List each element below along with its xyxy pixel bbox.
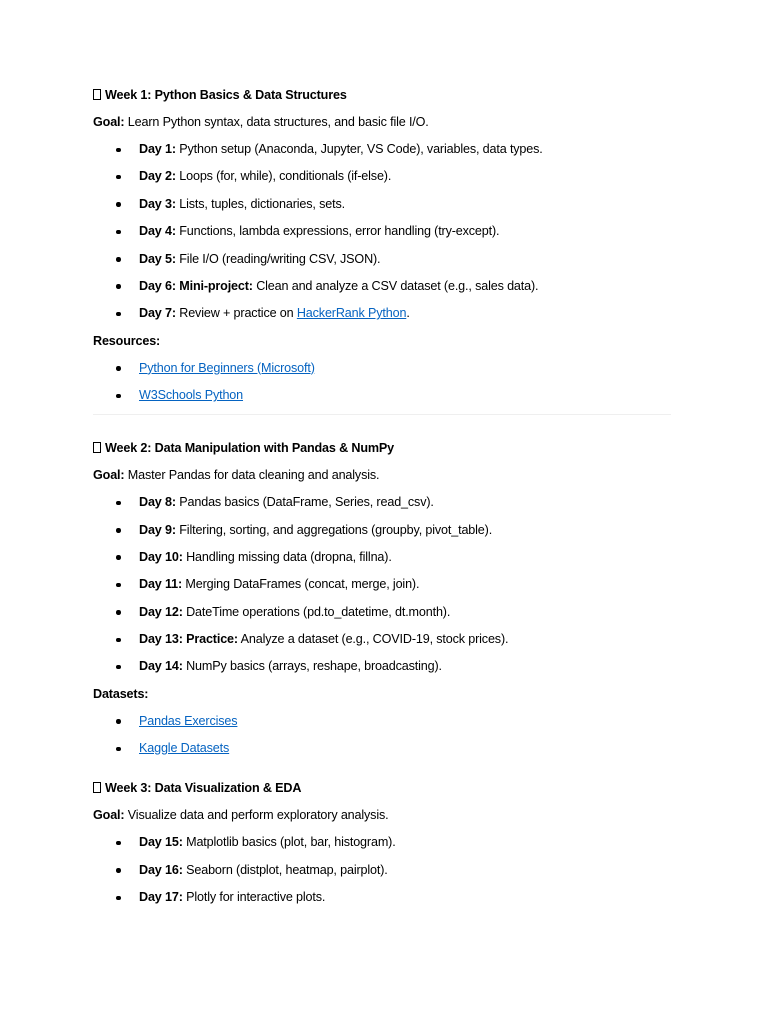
day-text: Analyze a dataset (e.g., COVID-19, stock prices). <box>237 632 509 647</box>
hackerrank-python-link[interactable]: HackerRank Python <box>296 306 407 321</box>
document-page <box>93 87 673 916</box>
day-label: Day 4: <box>139 224 176 239</box>
day-label: Day 9: <box>139 522 176 537</box>
day-label: Day 6: Mini-project: <box>139 278 253 293</box>
goal-text: Visualize data and perform exploratory analysis. <box>124 808 389 823</box>
week-3-day-list <box>93 834 673 906</box>
week-3-section <box>93 780 673 906</box>
day-label: Day 1: <box>139 142 176 156</box>
pandas-exercises-link[interactable]: Pandas Exercises <box>139 713 238 728</box>
missing-glyph-icon <box>93 442 101 453</box>
day-text: Review + practice on <box>175 306 297 321</box>
goal-label: Goal: <box>93 808 125 823</box>
day-text-end: . <box>406 306 410 321</box>
day-label: Day 8: <box>139 495 176 510</box>
day-10-item <box>93 549 673 566</box>
week-2-section <box>93 440 673 780</box>
section-spacer <box>93 757 673 780</box>
day-12-item <box>93 604 673 621</box>
week-1-goal <box>93 114 673 131</box>
day-text: Merging DataFrames (concat, merge, join). <box>182 577 420 592</box>
day-text: Plotly for interactive plots. <box>182 890 326 905</box>
dataset-item <box>93 740 673 757</box>
day-label: Day 17: <box>139 890 183 905</box>
goal-text: Learn Python syntax, data structures, and basic file I/O. <box>124 115 429 129</box>
missing-glyph-icon <box>93 782 101 793</box>
day-text: DateTime operations (pd.to_datetime, dt.month). <box>182 604 451 619</box>
day-1-item <box>93 141 673 158</box>
python-for-beginners-link[interactable]: Python for Beginners (Microsoft) <box>139 360 315 375</box>
day-text: Lists, tuples, dictionaries, sets. <box>175 196 345 211</box>
day-text: Python setup (Anaconda, Jupyter, VS Code), variables, data types. <box>175 142 543 156</box>
goal-text: Master Pandas for data cleaning and analysis. <box>124 468 380 483</box>
day-4-item <box>93 223 673 240</box>
resources-list <box>93 360 673 404</box>
day-label: Day 5: <box>139 251 176 266</box>
day-text: Handling missing data (dropna, fillna). <box>182 549 392 564</box>
day-label: Day 11: <box>139 577 183 592</box>
week-1-section <box>93 87 673 415</box>
week-1-heading <box>93 87 673 104</box>
week-3-heading-text: Week 3: Data Visualization & EDA <box>105 781 302 796</box>
goal-label: Goal: <box>93 115 125 129</box>
day-label: Day 2: <box>139 169 176 184</box>
day-14-item <box>93 658 673 675</box>
day-text: Clean and analyze a CSV dataset (e.g., sales data). <box>252 278 539 293</box>
goal-label: Goal: <box>93 468 125 483</box>
day-6-item <box>93 278 673 295</box>
day-text: Loops (for, while), conditionals (if-else). <box>175 169 392 184</box>
day-label: Day 12: <box>139 604 183 619</box>
day-label: Day 15: <box>139 835 183 850</box>
day-5-item <box>93 251 673 268</box>
week-2-goal <box>93 467 673 484</box>
kaggle-datasets-link[interactable]: Kaggle Datasets <box>139 741 230 756</box>
day-text: NumPy basics (arrays, reshape, broadcasting). <box>182 659 442 674</box>
day-text: File I/O (reading/writing CSV, JSON). <box>175 251 381 266</box>
week-3-goal <box>93 807 673 824</box>
day-label: Day 3: <box>139 196 176 211</box>
day-7-item <box>93 305 673 322</box>
day-text: Seaborn (distplot, heatmap, pairplot). <box>182 862 388 877</box>
resources-label: Resources: <box>93 333 161 348</box>
datasets-list <box>93 713 673 757</box>
day-16-item <box>93 862 673 879</box>
resource-item <box>93 387 673 404</box>
dataset-item <box>93 713 673 730</box>
day-label: Day 14: <box>139 659 183 674</box>
day-11-item <box>93 576 673 593</box>
day-label: Day 7: <box>139 306 176 321</box>
day-text: Matplotlib basics (plot, bar, histogram). <box>182 835 396 850</box>
week-1-day-list <box>93 141 673 322</box>
w3schools-python-link[interactable]: W3Schools Python <box>139 388 244 403</box>
week-1-heading-text: Week 1: Python Basics & Data Structures <box>105 88 347 102</box>
section-divider <box>93 414 671 415</box>
missing-glyph-icon <box>93 89 101 100</box>
week-3-heading <box>93 780 673 797</box>
resource-item <box>93 360 673 377</box>
week-2-day-list <box>93 494 673 675</box>
day-text: Functions, lambda expressions, error handling (try-except). <box>175 224 500 239</box>
week-2-heading <box>93 440 673 457</box>
week-2-heading-text: Week 2: Data Manipulation with Pandas & NumPy <box>105 441 395 456</box>
day-label: Day 10: <box>139 549 183 564</box>
day-label: Day 13: Practice: <box>139 632 238 647</box>
datasets-label: Datasets: <box>93 686 149 701</box>
day-9-item <box>93 522 673 539</box>
day-15-item <box>93 834 673 851</box>
day-2-item <box>93 168 673 185</box>
day-label: Day 16: <box>139 862 183 877</box>
day-text: Pandas basics (DataFrame, Series, read_csv). <box>175 495 434 510</box>
day-17-item <box>93 889 673 906</box>
day-13-item <box>93 631 673 648</box>
day-text: Filtering, sorting, and aggregations (groupby, pivot_table). <box>175 522 493 537</box>
day-8-item <box>93 494 673 511</box>
day-3-item <box>93 196 673 213</box>
